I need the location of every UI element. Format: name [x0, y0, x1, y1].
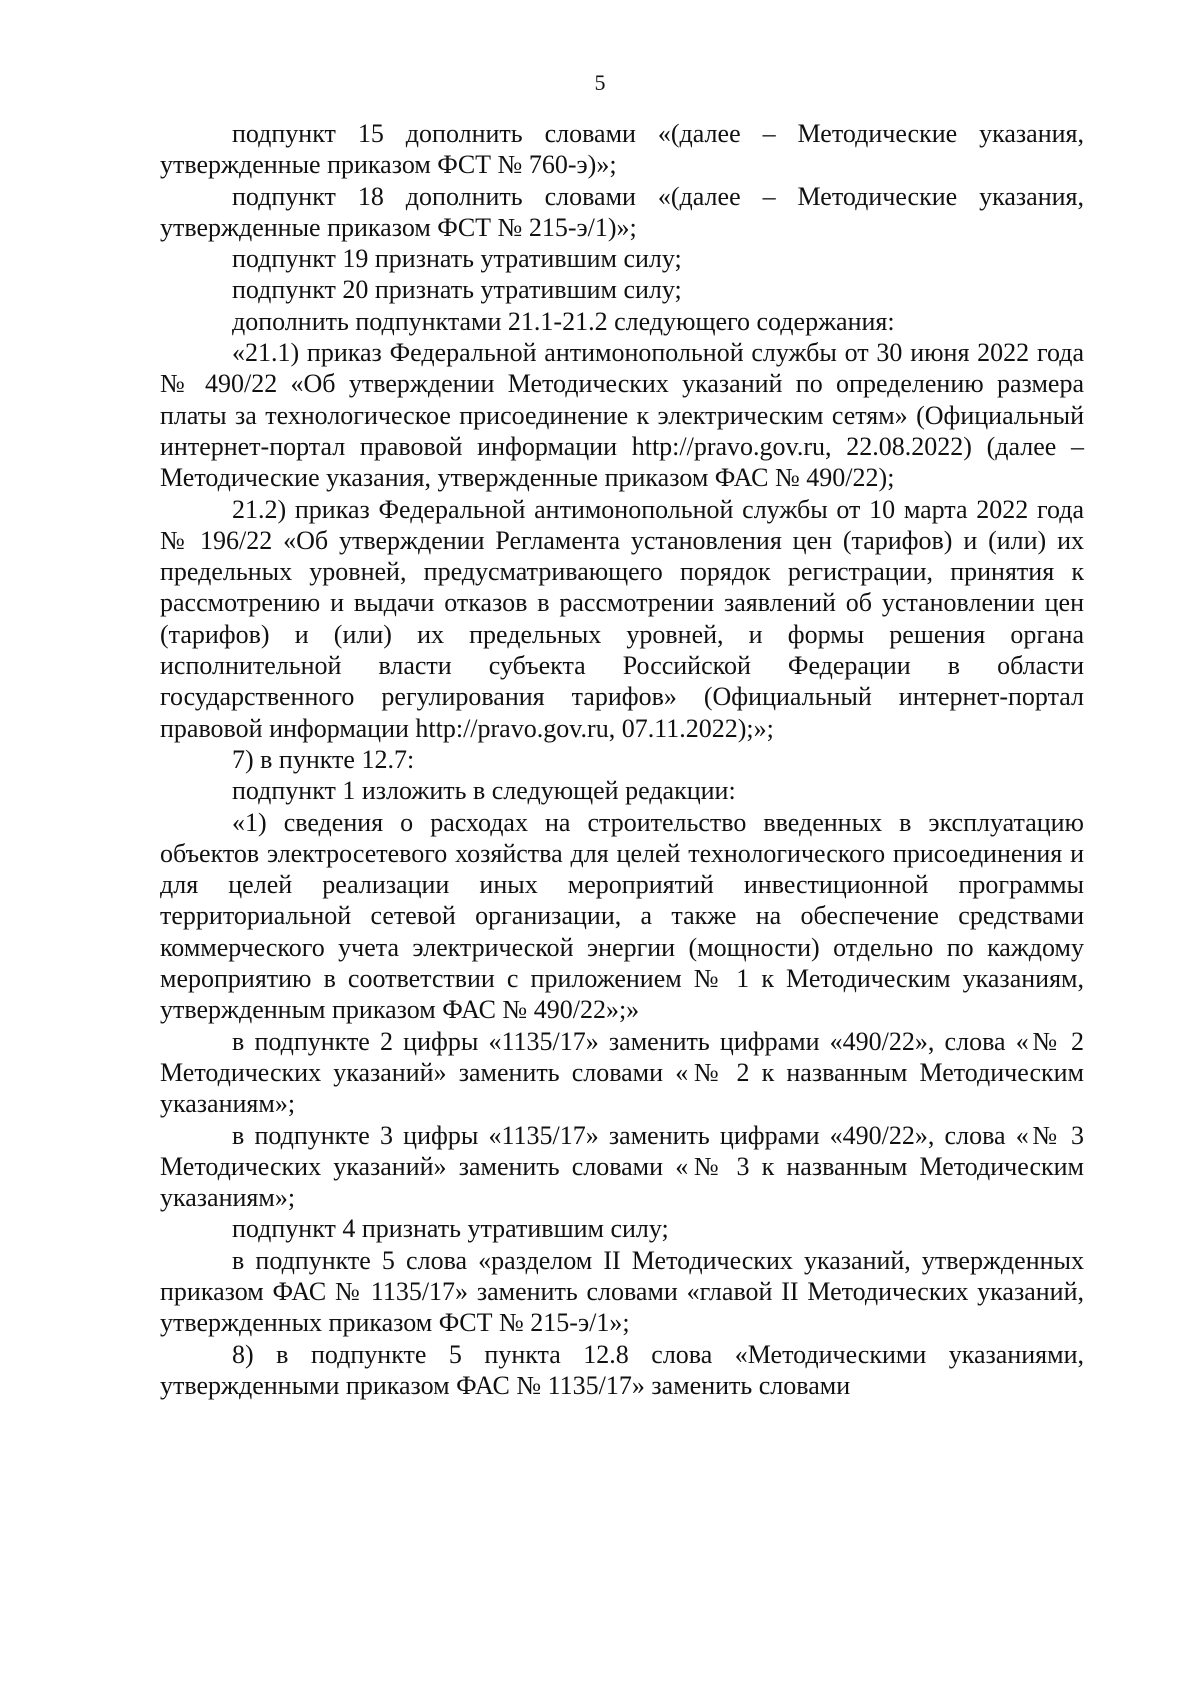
paragraph-item-8: 8) в подпункте 5 пункта 12.8 слова «Методическими указаниями, утвержденными приказом ФАС № 1135/17» заменить словами — [160, 1339, 1084, 1400]
document-body — [160, 118, 1084, 1401]
paragraph-subitem-18: подпункт 18 дополнить словами «(далее – Методические указания, утвержденные приказом ФСТ № 215-э/1)»; — [160, 181, 1084, 242]
paragraph-subitem-20: подпункт 20 признать утратившим силу; — [232, 275, 682, 305]
paragraph-item-7: 7) в пункте 12.7: — [232, 744, 415, 774]
paragraph-subitem-15: подпункт 15 дополнить словами «(далее – Методические указания, утвержденные приказом ФСТ № 760-э)»; — [160, 119, 1084, 180]
paragraph-subitem-2: в подпункте 2 цифры «1135/17» заменить цифрами «490/22», слова «№ 2 Методических указаний» заменить словами «№ 2 к названным Методическим указаниям»; — [160, 1026, 1084, 1119]
paragraph-subitem-1-edit: подпункт 1 изложить в следующей редакции: — [232, 776, 736, 806]
paragraph-subitem-19: подпункт 19 признать утратившим силу; — [232, 244, 682, 274]
paragraph-subitem-4: подпункт 4 признать утратившим силу; — [232, 1214, 669, 1244]
paragraph-21-2: 21.2) приказ Федеральной антимонопольной службы от 10 марта 2022 года № 196/22 «Об утверждении Регламента установления цен (тарифов) и (или) их предельных уровней, предусматривающего порядок регистрации, принятия к рассмотрению и выдачи отказов в рассмотрении заявлений об установлении цен (тарифов) и (или) их предельных уровней, и формы решения органа исполнительной власти субъекта Российской Федерации в области государственного регулирования тарифов» (Официальный интернет-портал правовой информации http://pravo.gov.ru, 07.11.2022);»; — [160, 494, 1084, 743]
paragraph-subitem-1-text: «1) сведения о расходах на строительство введенных в эксплуатацию объектов электросетевого хозяйства для целей технологического присоединения и для целей реализации иных мероприятий инвестиционной программы территориальной сетевой организации, а также на обеспечение средствами коммерческого учета электрической энергии (мощности) отдельно по каждому мероприятию в соответствии с приложением № 1 к Методическим указаниям, утвержденным приказом ФАС № 490/22»;» — [160, 807, 1084, 1025]
paragraph-add-subitems: дополнить подпунктами 21.1-21.2 следующего содержания: — [232, 306, 895, 336]
paragraph-21-1: «21.1) приказ Федеральной антимонопольной службы от 30 июня 2022 года № 490/22 «Об утверждении Методических указаний по определению размера платы за технологическое присоединение к электрическим сетям» (Официальный интернет-портал правовой информации http://pravo.gov.ru, 22.08.2022) (далее – Методические указания, утвержденные приказом ФАС № 490/22); — [160, 338, 1084, 493]
paragraph-subitem-5: в подпункте 5 слова «разделом II Методических указаний, утвержденных приказом ФАС № 1135/17» заменить словами «главой II Методических указаний, утвержденных приказом ФСТ № 215-э/1»; — [160, 1245, 1084, 1338]
page-number: 5 — [594, 70, 606, 95]
paragraph-subitem-3: в подпункте 3 цифры «1135/17» заменить цифрами «490/22», слова «№ 3 Методических указаний» заменить словами «№ 3 к названным Методическим указаниям»; — [160, 1120, 1084, 1213]
